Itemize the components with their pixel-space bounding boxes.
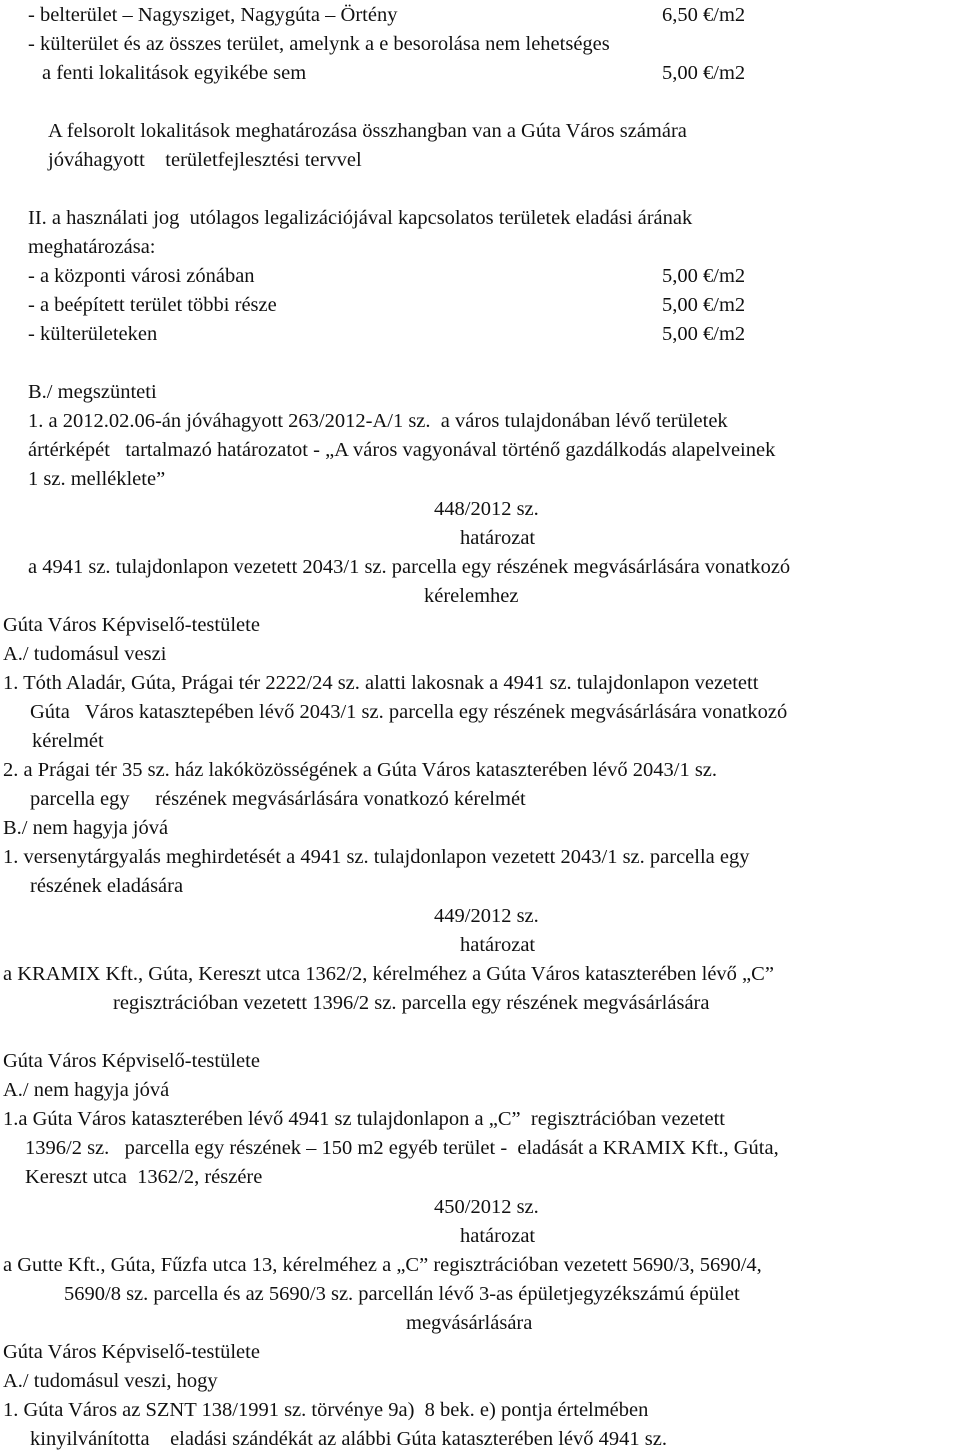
line-21: 1. Tóth Aladár, Gúta, Prágai tér 2222/24 sz. alatti lakosnak a 4941 sz. tulajdonlapon vezetett — [3, 672, 759, 694]
price-10: 5,00 €/m2 — [662, 323, 746, 345]
line-42: megvásárlására — [406, 1312, 533, 1334]
line-36: 1396/2 sz. parcella egy részének – 150 m2 egyéb terület - eladását a KRAMIX Kft., Gúta, — [25, 1137, 779, 1159]
line-28: részének eladására — [30, 875, 184, 897]
decision-number-449: 449/2012 sz. — [434, 905, 539, 927]
line-26: B./ nem hagyja jóvá — [3, 817, 169, 839]
decision-label-449: határozat — [460, 934, 536, 956]
line-6: II. a használati jog utólagos legalizációjával kapcsolatos területek eladási árának — [28, 207, 693, 229]
line-18: kérelemhez — [424, 585, 519, 607]
decision-label-448: határozat — [460, 527, 536, 549]
line-32: regisztrációban vezetett 1396/2 sz. parcella egy részének megvásárlására — [113, 992, 710, 1014]
line-23: kérelmét — [32, 730, 104, 752]
price-3: 5,00 €/m2 — [662, 62, 746, 84]
line-22: Gúta Város katasztерében lévő 2043/1 sz. parcella egy részének megvásárlására vonatkozó — [30, 701, 788, 723]
line-9: - a beépített terület többi része — [28, 294, 277, 316]
line-14: 1 sz. melléklete” — [28, 468, 166, 490]
price-8: 5,00 €/m2 — [662, 265, 746, 287]
decision-label-450: határozat — [460, 1225, 536, 1247]
line-46: kinyilvánította eladási szándékát az alábbi Gúta kataszterében lévő 4941 sz. — [30, 1428, 667, 1450]
line-13: ártérképét tartalmazó határozatot - „A város vagyonával történő gazdálkodás alapelveinek — [28, 439, 776, 461]
line-1: - belterület – Nagysziget, Nagygúta – Örtény — [28, 4, 398, 26]
line-41: 5690/8 sz. parcella és az 5690/3 sz. parcellán lévő 3-as épületjegyzékszámú épület — [64, 1283, 740, 1305]
council-heading-3: Gúta Város Képviselő-testülete — [3, 1341, 260, 1363]
price-9: 5,00 €/m2 — [662, 294, 746, 316]
line-17: a 4941 sz. tulajdonlapon vezetett 2043/1 sz. parcella egy részének megvásárlására vonatkozó — [28, 556, 791, 578]
line-27: 1. versenytárgyalás meghirdetését a 4941 sz. tulajdonlapon vezetett 2043/1 sz. parcella egy — [3, 846, 750, 868]
price-1: 6,50 €/m2 — [662, 4, 746, 26]
line-45: 1. Gúta Város az SZNT 138/1991 sz. törvénye 9a) 8 bek. e) pontja értelmében — [3, 1399, 649, 1421]
decision-number-450: 450/2012 sz. — [434, 1196, 539, 1218]
line-4: A felsorolt lokalitások meghatározása összhangban van a Gúta Város számára — [48, 120, 687, 142]
line-5: jóváhagyott területfejlesztési tervvel — [48, 149, 362, 171]
line-25: parcella egy részének megvásárlására vonatkozó kérelmét — [30, 788, 526, 810]
council-heading-1: Gúta Város Képviselő-testülete — [3, 614, 260, 636]
line-31: a KRAMIX Kft., Gúta, Kereszt utca 1362/2, kérelméhez a Gúta Város kataszterében lévő „C” — [3, 963, 774, 985]
line-40: a Gutte Kft., Gúta, Fűzfa utca 13, kérelméhez a „C” regisztrációban vezetett 5690/3, 5690/4, — [3, 1254, 762, 1276]
line-20: A./ tudomásul veszi — [3, 643, 167, 665]
line-8: - a központi városi zónában — [28, 265, 255, 287]
line-2: - külterület és az összes terület, amelynk a e besorolása nem lehetséges — [28, 33, 610, 55]
line-7: meghatározása: — [28, 236, 156, 258]
line-34: A./ nem hagyja jóvá — [3, 1079, 170, 1101]
line-24: 2. a Prágai tér 35 sz. ház lakóközösségének a Gúta Város kataszterében lévő 2043/1 sz. — [3, 759, 718, 781]
line-11: B./ megszünteti — [28, 381, 157, 403]
line-44: A./ tudomásul veszi, hogy — [3, 1370, 218, 1392]
line-37: Kereszt utca 1362/2, részére — [25, 1166, 263, 1188]
line-35: 1.a Gúta Város kataszterében lévő 4941 sz tulajdonlapon a „C” regisztrációban vezetett — [3, 1108, 725, 1130]
decision-number-448: 448/2012 sz. — [434, 498, 539, 520]
line-10: - külterületeken — [28, 323, 158, 345]
council-heading-2: Gúta Város Képviselő-testülete — [3, 1050, 260, 1072]
line-3: a fenti lokalitások egyikébe sem — [42, 62, 307, 84]
line-12: 1. a 2012.02.06-án jóváhagyott 263/2012-A/1 sz. a város tulajdonában lévő területek — [28, 410, 728, 432]
